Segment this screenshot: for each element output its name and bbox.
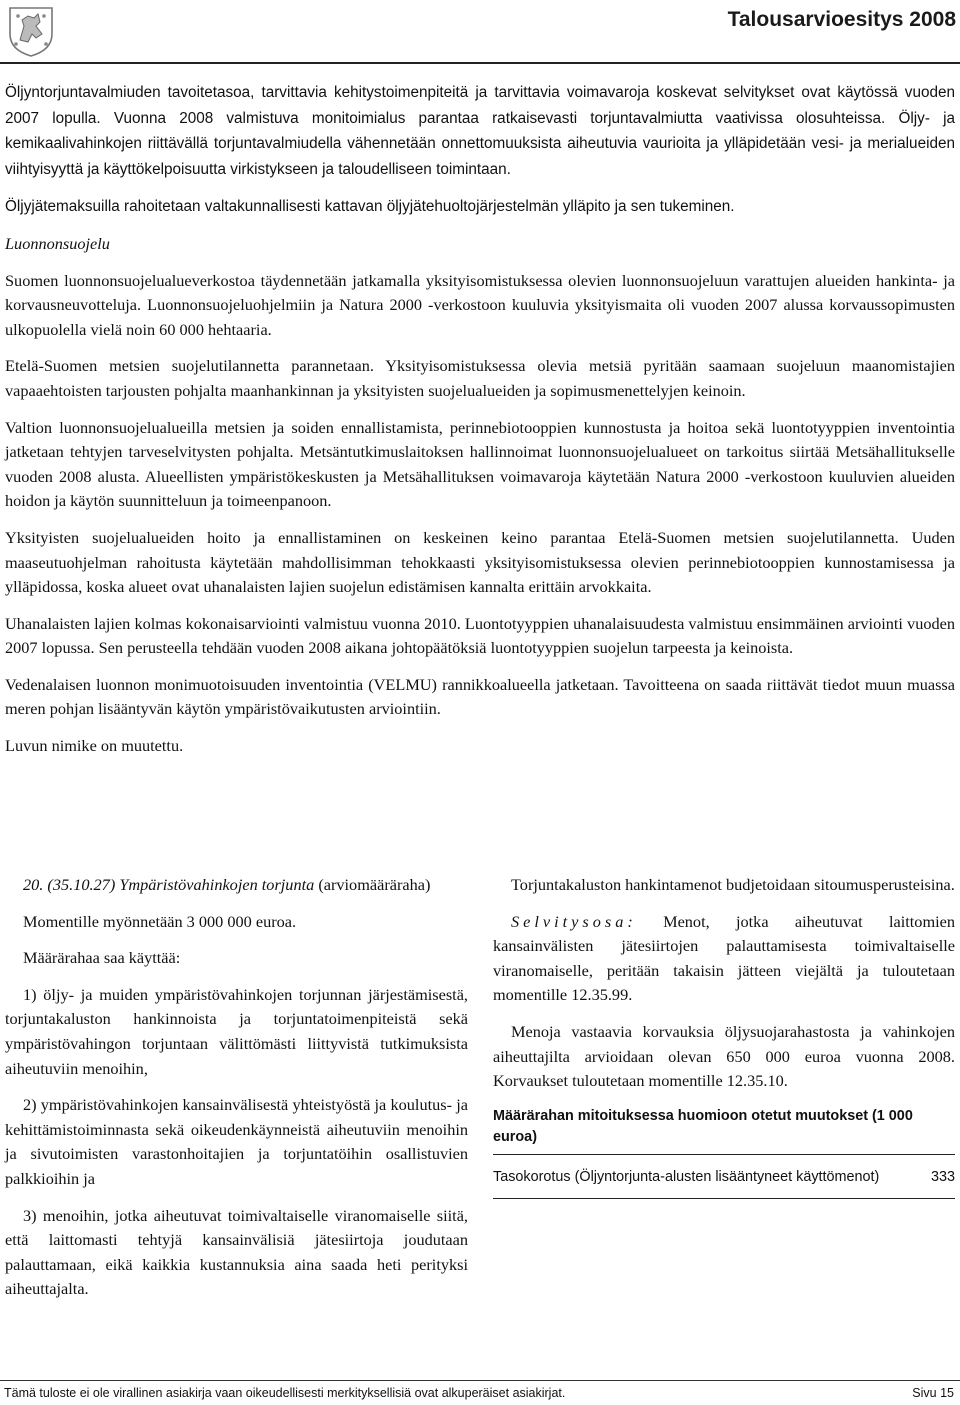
table-row — [493, 1167, 955, 1188]
item-suffix: (arviomääräraha) — [318, 875, 431, 894]
paragraph-species: Uhanalaisten lajien kolmas kokonaisarviointi valmistuu vuonna 2010. Luontotyyppien uhanalaisuudesta valmistuu ensimmäinen arviointi vuoden 2007 lopussa. Sen perusteella tehdään vuoden 2008 aikana johtopäätöksiä luontotyyppien suojelun tarpeesta ja keinoista. — [5, 613, 955, 658]
table-top-rule — [493, 1154, 955, 1155]
usage-intro: Määrärahaa saa käyttää: — [23, 948, 181, 968]
table-bottom-rule — [493, 1198, 955, 1200]
paragraph-state-areas: Valtion luonnonsuojelualueilla metsien ja soiden ennallistamista, perinnebiotooppien kunnostusta ja hoitoa sekä luontotyyppien inventointia jatketaan tehtyjen tarveselvitysten pohjalta. Metsäntutkimuslaitoksen hallinnoimat luonnonsuojelualueet on tarkoitus siirtää Metsähallitukselle vuoden 2008 alusta. Alueellisten ympäristökeskusten ja Metsähallituksen voimavaroja käytetään Natura 2000 -verkostoon kuuluvien alueiden hoidon ja käytön suunnitteluun ja toimeenpanoon. — [5, 417, 955, 511]
paragraph-oil-preparedness: Öljyntorjuntavalmiuden tavoitetasoa, tarvittavia kehitystoimenpiteitä ja tarvittavia voimavaroja koskevat selvitykset ovat käytössä vuoden 2007 lopulla. Vuonna 2008 valmistuva monitoimialus parantaa ratkaisevasti torjuntavalmiutta vaativissa olosuhteissa. Öljy- ja kemikaalivahinkojen riittävällä torjuntavalmiudella vähennetään onnettomuuksista aiheutuvia vaurioita ja ylläpidetään vesi- ja merialueiden viihtyisyyttä ja käyttökelpoisuutta virkistykseen ja taloudelliseen toimintaan. — [5, 84, 955, 178]
coat-of-arms-icon — [4, 4, 58, 58]
selvitysosa-text: Menot, jotka aiheutuvat laittomien kansainvälisten jätesiirtojen palauttamisesta toimivaltaiselle viranomaiselle, peritään takaisin jätteen viejältä ja tuloutetaan momentille 12.35.99. — [493, 911, 956, 1005]
item-number: 20. (35.10.27) — [23, 875, 116, 894]
compensation-paragraph: Menoja vastaavia korvauksia öljysuojarahastosta ja vahinkojen aiheuttajilta arvioidaan olevan 650 000 euroa vuonna 2008. Korvaukset tuloutetaan momentille 12.35.10. — [493, 1021, 955, 1091]
usage-item-1: 1) öljy- ja muiden ympäristövahinkojen torjunnan järjestämisestä, torjuntakaluston hankinnoista ja torjuntatoimenpiteistä sekä ympäristövahingon torjuntaan välittömästi liittyvistä tutkimuksista aiheutuviin menoihin, — [5, 984, 468, 1078]
changes-table-title: Määrärahan mitoituksessa huomioon otetut muutokset (1 000 euroa) — [493, 1107, 913, 1145]
selvitysosa-paragraph — [493, 910, 955, 1008]
row-label: Tasokorotus (Öljyntorjunta-alusten lisääntyneet käyttömenot) — [493, 1168, 880, 1185]
appropriation-amount: Momentille myönnetään 3 000 000 euroa. — [23, 911, 297, 931]
paragraph-velmu: Vedenalaisen luonnon monimuotoisuuden inventointia (VELMU) rannikkoalueella jatketaan. Tavoitteena on saada riittävät tiedot muun muassa meren pohjan lisääntyvän käytön ympäristövaikutusten arviointiin. — [5, 674, 955, 719]
paragraph-southern-forests: Etelä-Suomen metsien suojelutilannetta parannetaan. Yksityisomistuksessa olevia metsiä pyritään saamaan suojeluun maanomistajien vapaaehtoisten tarjousten pohjalta maanhankinnan ja yksityisten suojelualueiden ja sopimusmenettelyjen keinoin. — [5, 356, 955, 400]
footer-divider — [0, 1380, 960, 1381]
main-content — [5, 80, 955, 771]
paragraph-private-areas: Yksityisten suojelualueiden hoito ja ennallistaminen on keskeinen keino parantaa Etelä-Suomen metsien suojelutilannetta. Uuden maaseutuohjelman rahoitusta käytetään mahdollisimman tehokkaasti yksityisomistuksessa olevien perinnebiotooppien kunnostamisessa ja ylläpidossa, koska alueet ovat uhanalaisten lajien suojelun edistämisen kannalta erittäin arvokkaita. — [5, 527, 955, 597]
paragraph-network: Suomen luonnonsuojelualueverkostoa täydennetään jatkamalla yksityisomistuksessa olevien luonnonsuojeluun varattujen alueiden hankinta- ja korvausneuvotteluja. Luonnonsuojeluohjelmiin ja Natura 2000 -verkostoon kuuluvia yksityismaita oli vuoden 2007 alussa korvaussopimusten ulkopuolella vielä noin 60 000 hehtaaria. — [5, 270, 955, 339]
usage-item-3: 3) menoihin, jotka aiheutuvat toimivaltaiselle viranomaiselle siitä, että laittomasti tehtyjä kansainvälisiä jätesiirtoja joudutaan palauttamaan, eikä kaikkia kustannuksia aina saada heti perityksi aiheuttajalta. — [5, 1205, 468, 1299]
document-title: Talousarvioesitys 2008 — [727, 8, 956, 31]
page-number: Sivu 15 — [912, 1386, 954, 1400]
page-header — [0, 0, 960, 66]
footer-disclaimer: Tämä tuloste ei ole virallinen asiakirja vaan oikeudellisesti merkityksellisiä ovat alkuperäiset asiakirjat. — [4, 1386, 566, 1400]
item-title: Ympäristövahinkojen torjunta — [119, 875, 315, 894]
paragraph-title-changed: Luvun nimike on muutettu. — [5, 736, 184, 756]
usage-item-2: 2) ympäristövahinkojen kansainvälisestä yhteistyöstä ja koulutus- ja kehittämistoiminnasta sekä oikeudenkäynneistä aiheutuviin menoihin ja sivutoimisten varastonhoitajien ja torjuntatöihin osallistuvien palkkioihin ja — [5, 1095, 468, 1188]
selvitysosa-label: Selvitysosa: — [511, 911, 637, 931]
left-column — [5, 873, 468, 1314]
item-heading — [5, 873, 468, 898]
right-column — [493, 873, 955, 1199]
commitment-note: Torjuntakaluston hankintamenot budjetoidaan sitoumusperusteisina. — [511, 875, 955, 894]
section-heading: Luonnonsuojelu — [5, 233, 110, 253]
row-value: 333 — [930, 1168, 955, 1185]
header-divider — [0, 62, 960, 64]
paragraph-oil-waste: Öljyjätemaksuilla rahoitetaan valtakunnallisesti kattavan öljyjätehuoltojärjestelmän ylläpito ja sen tukeminen. — [5, 198, 735, 216]
